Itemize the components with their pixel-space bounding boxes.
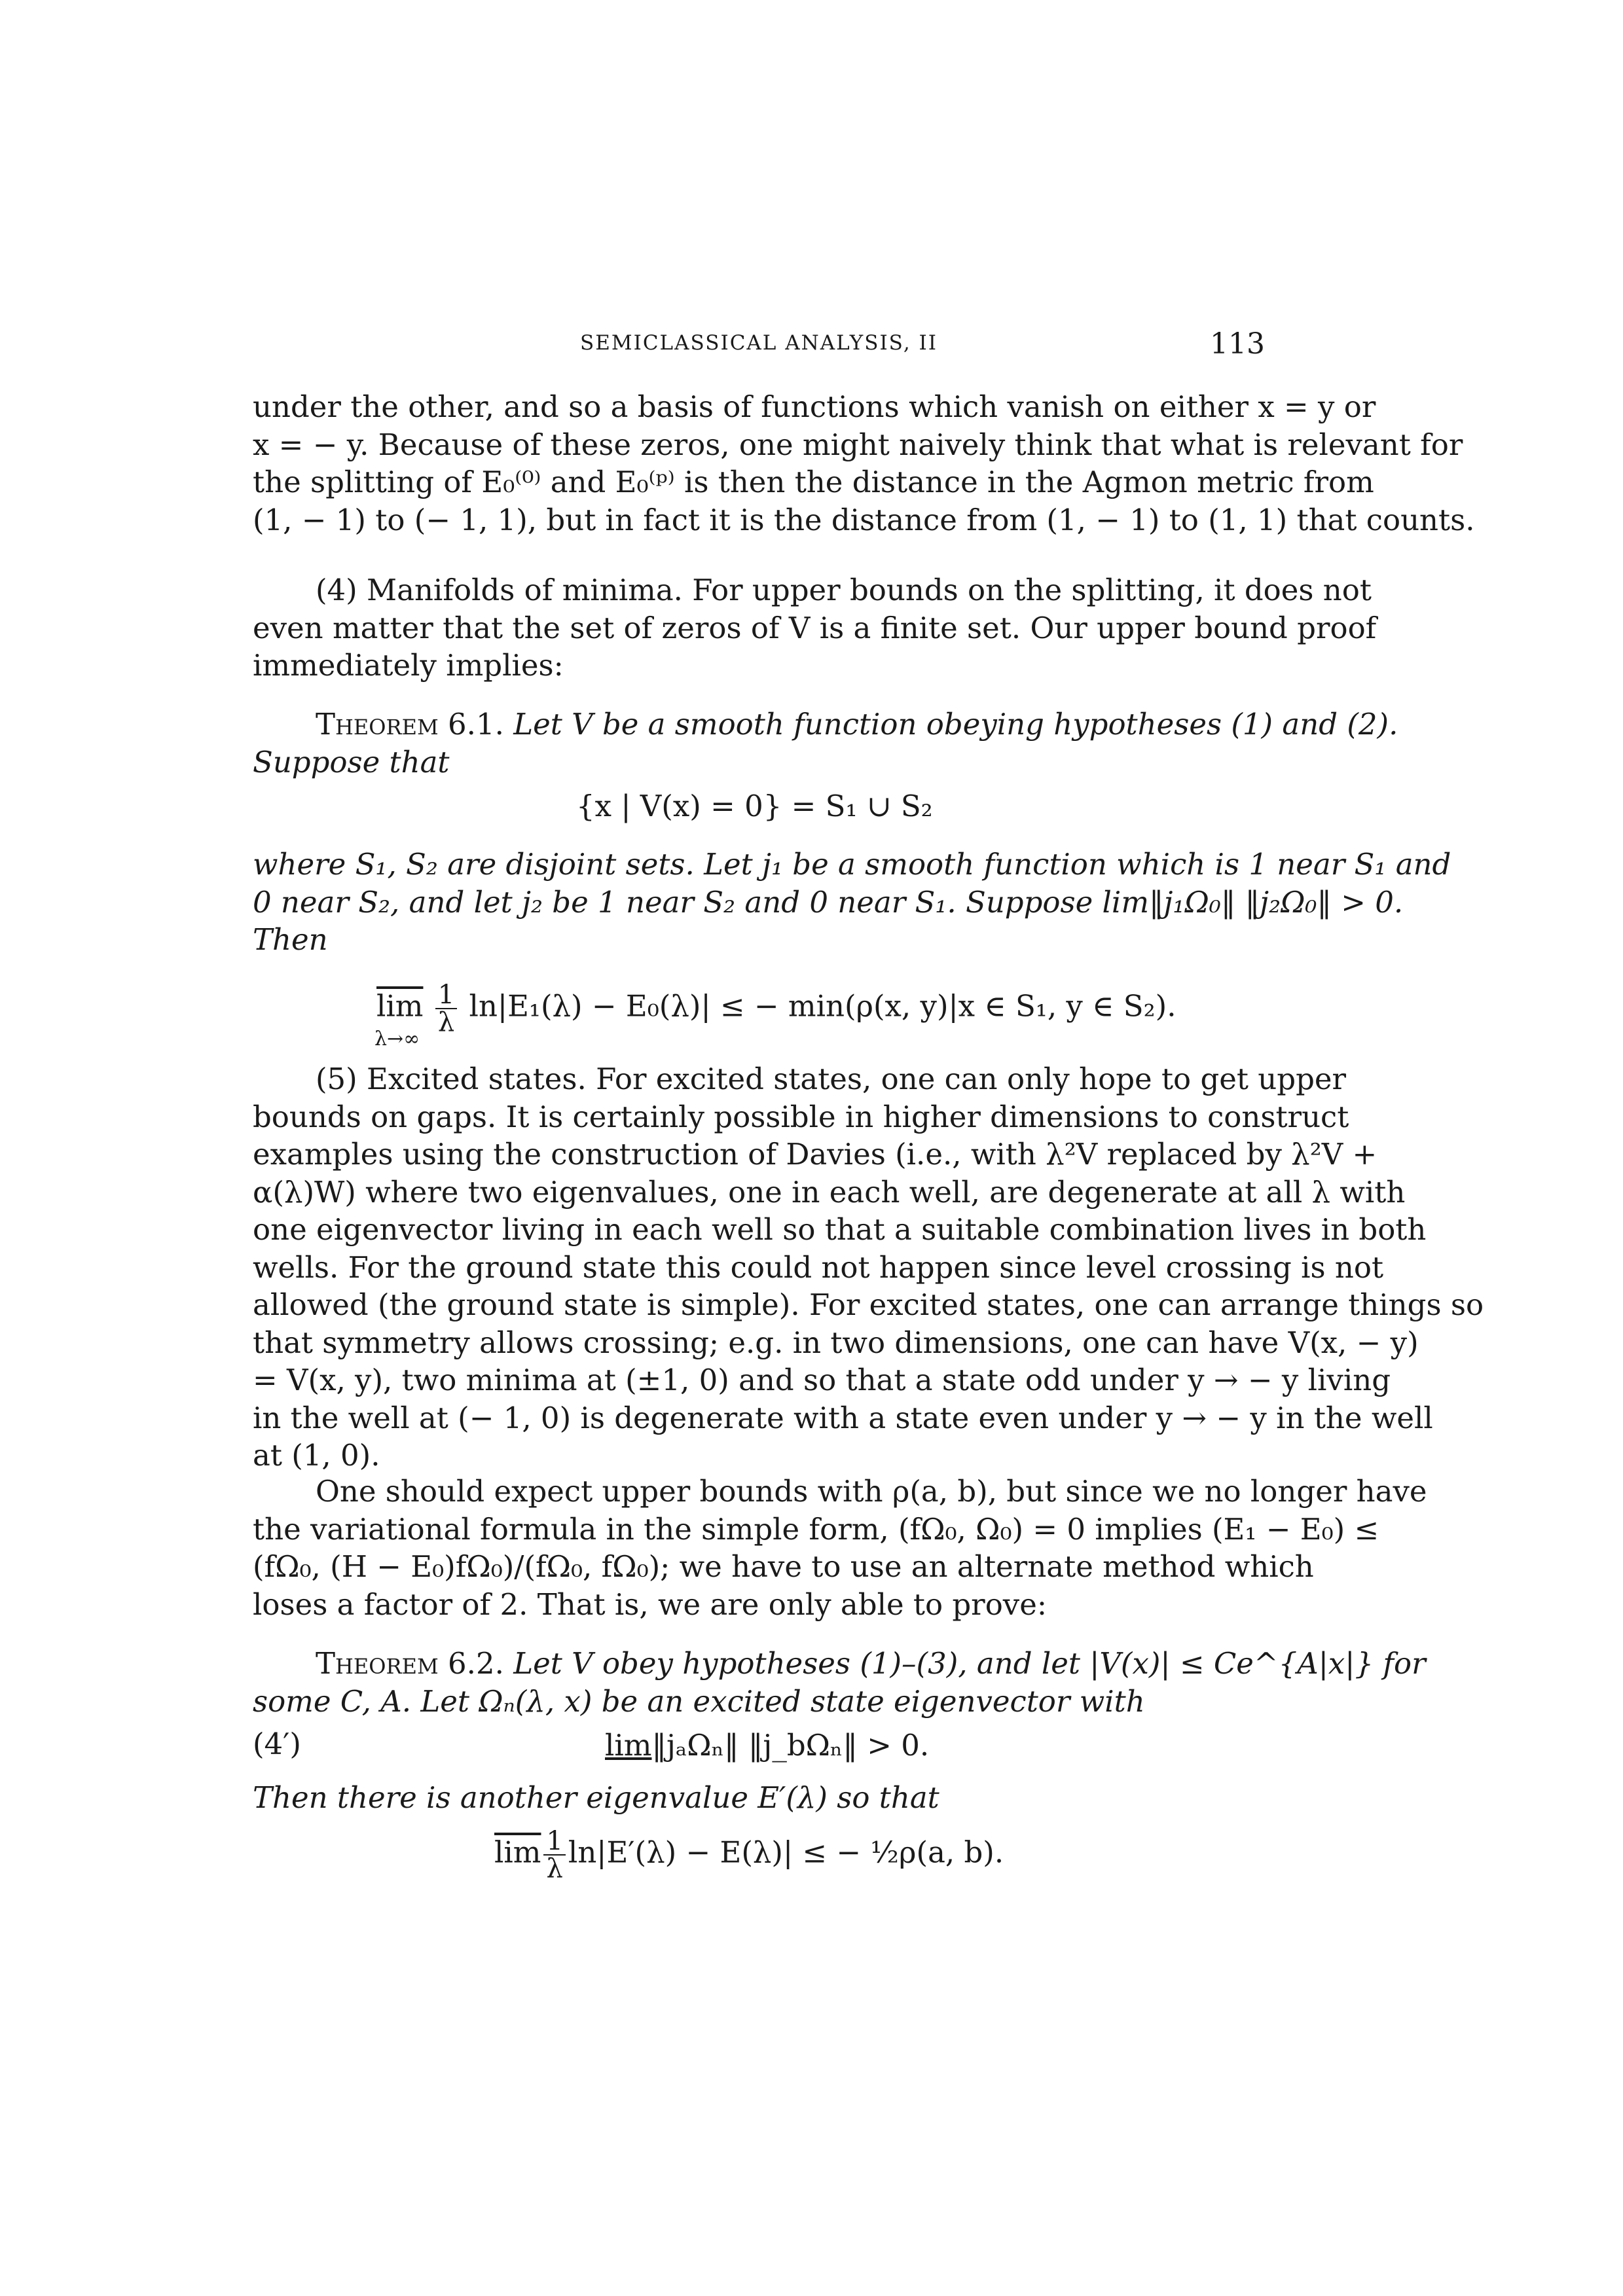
limsup-symbol: $\overline{lim}$: [376, 988, 424, 1024]
theorem-line: Suppose that: [253, 744, 450, 780]
text-line: loses a factor of 2. That is, we are only able to prove:: [253, 1587, 1048, 1622]
theorem-line: where S₁, S₂ are disjoint sets. Let j₁ be a smooth function which is 1 near S₁ and: [253, 847, 1451, 882]
equation-label: (4′): [253, 1727, 301, 1761]
theorem-text: Let V be a smooth function obeying hypotheses (1) and (2).: [513, 707, 1398, 742]
text-line: in the well at (− 1, 0) is degenerate with a state even under y → − y in the well: [253, 1400, 1433, 1435]
theorem-6-2: [253, 1645, 1426, 1720]
display-equation-3: [605, 1727, 929, 1764]
text-line: the splitting of E₀⁽⁰⁾ and E₀⁽ᵖ⁾ is then the distance in the Agmon metric from: [253, 465, 1374, 499]
theorem-line: 0 near S₂, and let j₂ be 1 near S₂ and 0 near S₁. Suppose lim‖j₁Ω₀‖ ‖j₂Ω₀‖ > 0.: [253, 884, 1404, 920]
running-head: SEMICLASSICAL ANALYSIS, II: [579, 331, 938, 355]
paragraph-1: [253, 388, 1475, 539]
fraction-numerator: 1: [435, 982, 457, 1009]
text-line: wells. For the ground state this could not happen since level crossing is not: [253, 1249, 1384, 1285]
text-line: (5) Excited states. For excited states, one can only hope to get upper: [316, 1062, 1347, 1096]
theorem-line: [253, 706, 1398, 744]
text-line: examples using the construction of Davies (i.e., with λ²V replaced by λ²V +: [253, 1137, 1377, 1172]
theorem-6-2-continued: [253, 1779, 1265, 1817]
fraction-numerator: 1: [543, 1828, 565, 1856]
equation-rest: ‖jₐΩₙ‖ ‖j_bΩₙ‖ > 0.: [651, 1728, 930, 1763]
text-line: that symmetry allows crossing; e.g. in two dimensions, one can have V(x, − y): [253, 1325, 1419, 1360]
paragraph-3: [253, 1060, 1484, 1475]
theorem-line: Then there is another eigenvalue E′(λ) so that: [253, 1780, 939, 1815]
page-header: [253, 327, 1265, 367]
text-line: allowed (the ground state is simple). For excited states, one can arrange things so: [253, 1287, 1484, 1322]
theorem-line: some C, A. Let Ωₙ(λ, x) be an excited state eigenvector with: [253, 1683, 1145, 1719]
text-line: the variational formula in the simple form, (fΩ₀, Ω₀) = 0 implies (E₁ − E₀) ≤: [253, 1511, 1379, 1547]
text-line: = V(x, y), two minima at (±1, 0) and so that a state odd under y → − y living: [253, 1363, 1391, 1397]
equation-rest: ln|E₁(λ) − E₀(λ)| ≤ − min(ρ(x, y)|x ∈ S₁, y ∈ S₂).: [469, 988, 1176, 1024]
display-equation-4: [494, 1828, 1004, 1882]
text-line: (fΩ₀, (H − E₀)fΩ₀)/(fΩ₀, fΩ₀); we have to use an alternate method which: [253, 1549, 1314, 1584]
text-line: One should expect upper bounds with ρ(a, b), but since we no longer have: [316, 1474, 1427, 1509]
text-line: under the other, and so a basis of functions which vanish on either x = y or: [253, 389, 1376, 424]
fraction: [543, 1828, 565, 1882]
text-line: α(λ)W) where two eigenvalues, one in each well, are degenerate at all λ with: [253, 1174, 1406, 1210]
text-line: (4) Manifolds of minima. For upper bounds on the splitting, it does not: [316, 573, 1372, 607]
limit-subscript: λ→∞: [374, 1028, 420, 1050]
display-equation-2: [376, 982, 1176, 1035]
theorem-6-1-continued: [253, 846, 1451, 959]
liminf-symbol: lim: [605, 1728, 652, 1763]
theorem-6-1: [253, 706, 1398, 781]
theorem-head: Theorem 6.2.: [316, 1646, 504, 1681]
paragraph-2: [253, 571, 1377, 685]
theorem-line: [253, 1645, 1426, 1683]
fraction-denominator: λ: [546, 1854, 563, 1884]
theorem-line: Then: [253, 922, 328, 957]
limsup-symbol: $\overline{lim}$: [494, 1835, 541, 1870]
text-line: (1, − 1) to (− 1, 1), but in fact it is the distance from (1, − 1) to (1, 1) that counts.: [253, 502, 1475, 537]
paragraph-4: [253, 1473, 1427, 1623]
text-line: even matter that the set of zeros of V is a finite set. Our upper bound proof: [253, 610, 1377, 645]
fraction: [435, 982, 457, 1035]
equation-rest: ln|E′(λ) − E(λ)| ≤ − ½ρ(a, b).: [568, 1835, 1004, 1870]
text-line: at (1, 0).: [253, 1438, 380, 1473]
theorem-text: Let V obey hypotheses (1)–(3), and let |V(x)| ≤ Ce^{A|x|} for: [513, 1646, 1426, 1681]
text-line: one eigenvector living in each well so that a suitable combination lives in both: [253, 1212, 1427, 1247]
text-line: immediately implies:: [253, 648, 564, 683]
display-equation-1: {x | V(x) = 0} = S₁ ∪ S₂: [576, 789, 933, 823]
page-number: 113: [1210, 327, 1265, 361]
text-line: bounds on gaps. It is certainly possible in higher dimensions to construct: [253, 1099, 1349, 1134]
fraction-denominator: λ: [437, 1007, 455, 1037]
theorem-head: Theorem 6.1.: [316, 707, 504, 742]
text-line: x = − y. Because of these zeros, one might naively think that what is relevant for: [253, 427, 1463, 462]
